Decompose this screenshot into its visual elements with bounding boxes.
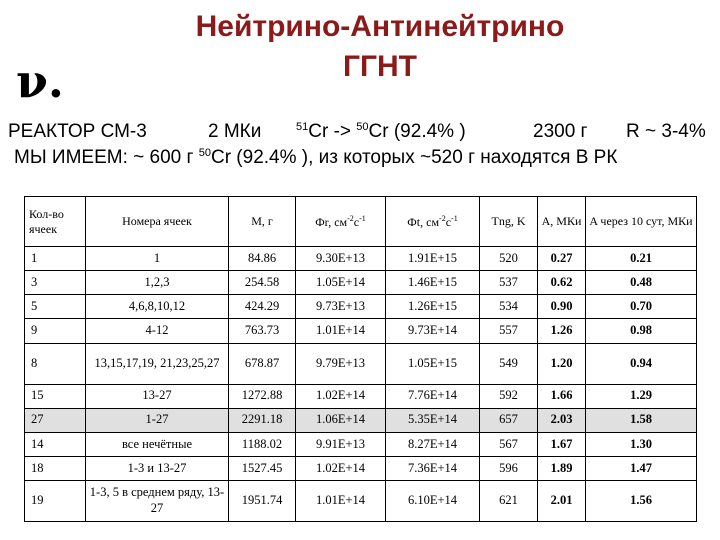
isotope-mass-2: 50: [356, 121, 369, 133]
header-activity: A, МКи: [538, 197, 586, 247]
slide-title: Нейтрино-Антинейтрино: [195, 10, 565, 43]
table-row: 14 все нечётные 1188.02 9.91E+13 8.27E+14 567 1.67 1.30: [25, 432, 697, 456]
table-row: 1 1 84.86 9.30E+13 1.91E+15 520 0.27 0.21: [25, 247, 697, 271]
reactor-power: 2 МКи: [208, 121, 262, 142]
table-row: 8 13,15,17,19, 21,23,25,27 678.87 9.79E+13 1.05E+15 549 1.20 0.94: [25, 343, 697, 384]
header-cells: Номера ячеек: [86, 197, 229, 247]
inventory-line: [14, 148, 617, 167]
header-ft: Фt, $см^{-2}c^{-1}$: [386, 197, 480, 247]
table-row: 5 4,6,8,10,12 424.29 9.73E+13 1.26E+15 534 0.90 0.70: [25, 295, 697, 319]
isotope-mass-1: 51: [296, 121, 309, 133]
reaction-part-1: Cr ->: [308, 121, 351, 142]
reactor-name: РЕАКТОР СМ-3: [8, 121, 147, 142]
header-count: Кол-во ячеек: [25, 197, 86, 247]
header-activity-10d: A через 10 сут, МКи: [586, 197, 697, 247]
reaction: [296, 122, 466, 141]
total-mass: 2300 г: [533, 121, 588, 142]
table-row: 18 1-3 и 13-27 1527.45 1.02E+14 7.36E+14 596 1.89 1.47: [25, 456, 697, 480]
table-row: 3 1,2,3 254.58 1.05E+14 1.46E+15 537 0.62 0.48: [25, 271, 697, 295]
table-row: 15 13-27 1272.88 1.02E+14 7.76E+14 592 1.66 1.29: [25, 384, 697, 408]
radius-note: R ~ 3-4%: [626, 121, 706, 142]
cells-table: [24, 196, 697, 522]
table-row: 9 4-12 763.73 1.01E+14 9.73E+14 557 1.26 0.98: [25, 319, 697, 343]
inventory-prefix: МЫ ИМЕЕМ: ~ 600 г: [14, 147, 194, 168]
table-row-highlighted: 27 1-27 2291.18 1.06E+14 5.35E+14 657 2.03 1.58: [25, 408, 697, 432]
header-fr: Фr, $см^{-2}c^{-1}$: [296, 197, 386, 247]
inventory-isotope-mass: 50: [198, 147, 211, 159]
header-tng: Tng, K: [480, 197, 538, 247]
table-header-row: [25, 197, 697, 247]
slide-subtitle: ГГНТ: [342, 50, 417, 83]
header-mass: M, г: [229, 197, 296, 247]
nu-symbol: ν.: [16, 54, 64, 108]
reaction-part-2: Cr (92.4% ): [368, 121, 466, 142]
inventory-suffix: Cr (92.4% ), из которых ~520 г находятся В РК: [210, 147, 618, 168]
table-row: 19 1-3, 5 в среднем ряду, 13-27 1951.74 1.01E+14 6.10E+14 621 2.01 1.56: [25, 481, 697, 522]
